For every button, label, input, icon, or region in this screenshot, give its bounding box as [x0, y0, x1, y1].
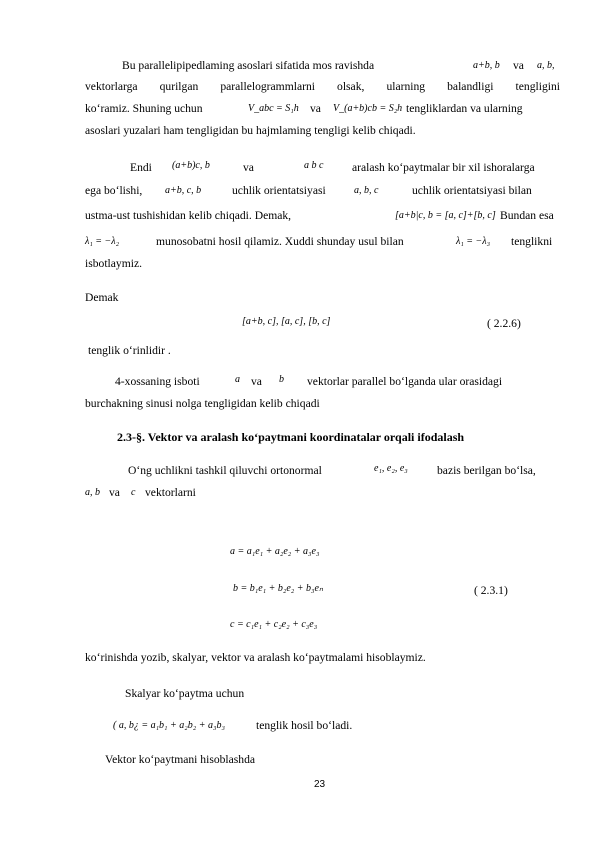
para4-math-c: c: [131, 487, 136, 498]
para1-line2: vektorlarga qurilgan parallelogrammlarni olsak, ularning balandligi tengligini: [85, 80, 560, 93]
skalyar-equation: ( a, b¿ = a₁b₁ + a₂b₂ + a₃b₃: [113, 720, 225, 731]
para3-line1-start: 4-xossaning isboti: [115, 375, 200, 388]
para3-va: va: [251, 375, 262, 388]
skalyar-equation-text: tenglik hosil bo‘ladi.: [256, 719, 353, 732]
para2-math-5: [a+b|c, b = [a, c]+[b, c]: [395, 210, 496, 221]
demak-text: Demak: [85, 291, 119, 304]
formula-2-3-1-number: ( 2.3.1): [474, 584, 508, 597]
page-number: 23: [314, 779, 326, 790]
para3-math-b: b: [279, 374, 284, 385]
para1-math-2: a, b,: [537, 60, 555, 71]
para3-math-a: a: [235, 374, 240, 385]
para3-line2: burchakning sinusi nolga tengligidan kelib chiqadi: [85, 397, 320, 410]
para1-line3-end: tengliklardan va ularning: [406, 102, 523, 115]
para4-basis: e₁, e₂, e₃: [374, 463, 408, 474]
para1-math-3: V_abc = S₁h: [248, 103, 299, 114]
para1-math-1: a+b, b: [473, 60, 500, 71]
formula-2-2-6-number: ( 2.2.6): [487, 317, 521, 330]
para1-line4: asoslari yuzalari ham tengligidan bu hajmlaming tengligi kelib chiqadi.: [85, 124, 416, 137]
formula-2-2-6: [a+b, c], [a, c], [b, c]: [242, 316, 331, 327]
para2-line2-mid: uchlik orientatsiyasi: [232, 184, 326, 197]
section-heading: 2.3-§. Vektor va aralash ko‘paytmani koordinatalar orqali ifodalash: [117, 430, 465, 444]
para2-line5: isbotlaymiz.: [85, 257, 142, 270]
para4-line1-start: O‘ng uchlikni tashkil qiluvchi ortonormal: [128, 464, 322, 477]
para2-math-4: a, b, c: [354, 185, 379, 196]
para2-line2-start: ega bo‘lishi,: [85, 184, 143, 197]
para1-math-4: V_(a+b)cb = S₂h: [333, 103, 403, 114]
para1-va-1: va: [513, 59, 524, 72]
para2-line4-end: tenglikni: [511, 235, 553, 248]
para2-math-6: λ₁ = −λ₂: [85, 236, 120, 247]
formula-b: b = b₁e₁ + b₂e₂ + b₃eₙ: [233, 583, 323, 594]
para2-line3-start: ustma-ust tushishidan kelib chiqadi. Demak,: [85, 209, 292, 222]
para2-line1-end: aralash ko‘paytmalar bir xil ishoralarga: [352, 161, 535, 174]
tenglik-text: tenglik o‘rinlidir .: [88, 344, 171, 357]
para2-line3-end: Bundan esa: [500, 209, 554, 222]
para2-line4-mid: munosobatni hosil qilamiz. Xuddi shunday usul bilan: [156, 235, 404, 248]
para4-line1-end: bazis berilgan bo‘lsa,: [437, 464, 536, 477]
para1-line1-text: Bu parallelipipedlaming asoslari sifatida mos ravishda: [122, 59, 375, 72]
para4-va: va: [109, 486, 120, 499]
formula-a: a = a₁e₁ + a₂e₂ + a₃e₃: [230, 546, 320, 557]
para2-math-7: λ₁ = −λ₃: [456, 236, 491, 247]
para4-line2-end: vektorlarni: [145, 486, 196, 499]
para2-endi: Endi: [130, 161, 152, 174]
para1-line3-text: ko‘ramiz. Shuning uchun: [85, 102, 203, 115]
para2-math-3: a+b, c, b: [165, 185, 202, 196]
skalyar-heading: Skalyar ko‘paytma uchun: [125, 687, 245, 700]
para5-text: ko‘rinishda yozib, skalyar, vektor va aralash ko‘paytmalami hisoblaymiz.: [85, 651, 426, 664]
para2-line2-end: uchlik orientatsiyasi bilan: [412, 184, 532, 197]
para3-line1-end: vektorlar parallel bo‘lganda ular orasidagi: [307, 375, 503, 388]
vektor-heading: Vektor ko‘paytmani hisoblashda: [105, 753, 256, 766]
formula-c: c = c₁e₁ + c₂e₂ + c₃e₃: [230, 619, 318, 630]
para2-math-1: (a+b)c, b: [172, 160, 210, 171]
para1-va-2: va: [310, 102, 321, 115]
para2-math-2: a b c: [304, 160, 324, 171]
para2-va-1: va: [243, 161, 254, 174]
para4-math-ab: a, b: [85, 487, 100, 498]
